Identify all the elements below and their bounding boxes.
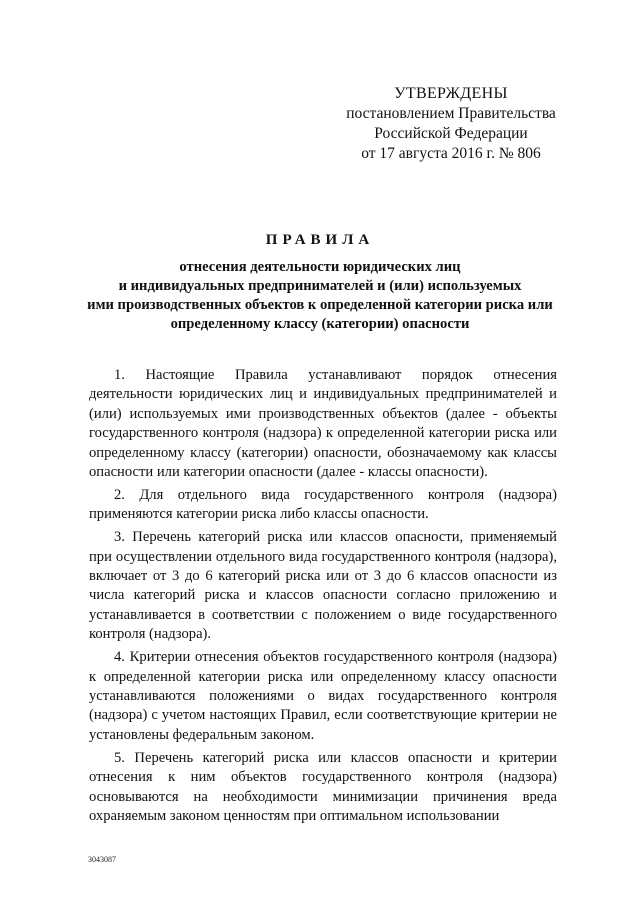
paragraph-2: 2. Для отдельного вида государственного контроля (надзора) применяются категории риска либо классы опасности.	[89, 486, 557, 523]
document-title: ПРАВИЛА	[265, 232, 375, 248]
paragraph-5: 5. Перечень категорий риска или классов опасности и критерии отнесения к ним объектов государственного контроля (надзора) основываются на необходимости минимизации причинения вреда охраняемым законом ценностям при оптимальном использовании	[89, 749, 557, 824]
paragraph-3: 3. Перечень категорий риска или классов опасности, применяемый при осуществлении отдельного вида государственного контроля (надзора), включает от 3 до 6 категорий риска или от 3 до 6 классов опасности из числа категорий риска и классов опасности согласно приложению и устанавливается в соответствии с положением о виде государственного контроля (надзора).	[89, 529, 557, 643]
subtitle-line-2: и индивидуальных предпринимателей и (или) используемых	[118, 278, 522, 294]
document-subtitle	[70, 258, 570, 334]
approval-block	[336, 84, 566, 164]
subtitle-line-1: отнесения деятельности юридических лиц	[179, 259, 461, 275]
approval-heading: УТВЕРЖДЕНЫ	[394, 85, 508, 102]
paragraph-4: 4. Критерии отнесения объектов государственного контроля (надзора) к определенной категории риска или определенному классу опасности устанавливаются положениями о видах государственного контроля (надзора) с учетом настоящих Правил, если соответствующие критерии не установлены федеральным законом.	[89, 649, 557, 743]
approval-line-2: Российской Федерации	[374, 125, 528, 142]
document-body	[89, 366, 557, 830]
approval-line-1: постановлением Правительства	[346, 105, 556, 122]
paragraph-1: 1. Настоящие Правила устанавливают порядок отнесения деятельности юридических лиц и индивидуальных предпринимателей и (или) используемых ими производственных объектов (далее - объекты государственного контроля (надзора) к определенной категории риска или определенному классу (категории) опасности, обозначаемому как классы опасности или категории опасности (далее - классы опасности).	[89, 367, 557, 481]
subtitle-line-3: ими производственных объектов к определенной категории риска или	[87, 297, 553, 313]
approval-line-3: от 17 августа 2016 г. № 806	[361, 145, 541, 162]
subtitle-line-4: определенному классу (категории) опасности	[170, 316, 470, 332]
footer-code: 3043087	[88, 855, 116, 864]
